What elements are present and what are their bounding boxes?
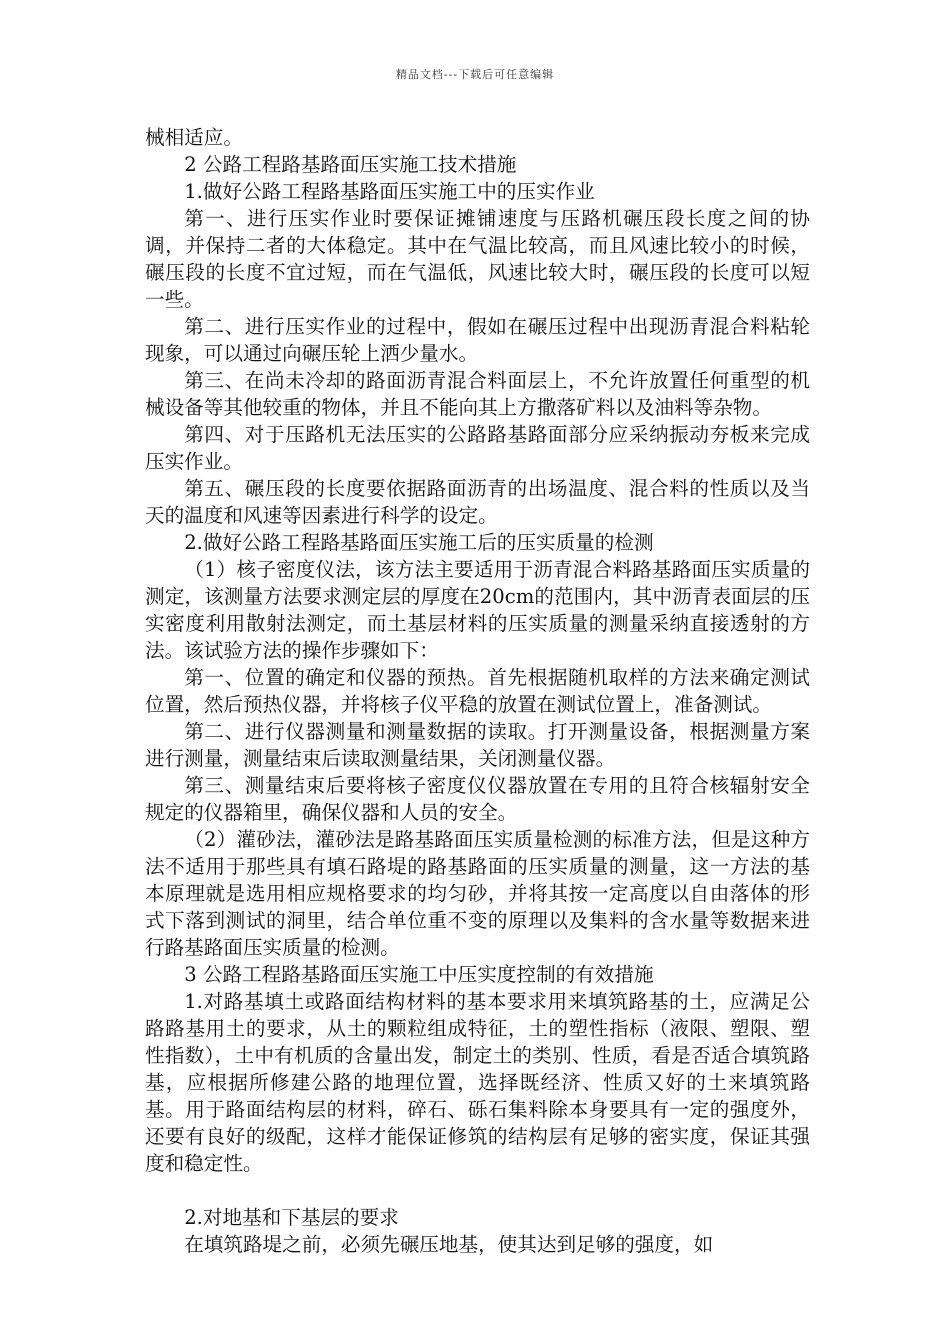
- paragraph: 1.对路基填土或路面结构材料的基本要求用来填筑路基的土，应满足公路路基用土的要求，从土的颗粒组成特征，土的塑性指标（液限、塑限、塑性指数），土中有机质的含量出发，制定土的类别、性质，看是否适合填筑路基，应根据所修建公路的地理位置，选择既经济、性质又好的土来填筑路基。用于路面结构层的材料，碎石、砾石集料除本身要具有一定的强度外，还要有良好的级配，这样才能保证修筑的结构层有足够的密实度，保证其强度和稳定性。: [145, 990, 810, 1175]
- paragraph: 第二、进行压实作业的过程中，假如在碾压过程中出现沥青混合料粘轮现象，可以通过向碾压轮上洒少量水。: [145, 315, 810, 365]
- paragraph: （2）灌砂法，灌砂法是路基路面压实质量检测的标准方法，但是这种方法不适用于那些具有填石路堤的路基路面的压实质量的测量，这一方法的基本原理就是选用相应规格要求的均匀砂，并将其按一定高度以自由落体的形式下落到测试的洞里，结合单位重不变的原理以及集料的含水量等数据来进行路基路面压实质量的检测。: [145, 828, 810, 959]
- document-body: [145, 124, 810, 1258]
- subsection-heading-3-2: 2.对地基和下基层的要求: [184, 1206, 399, 1229]
- paragraph: 第一、进行压实作业时要保证摊铺速度与压路机碾压段长度之间的协调，并保持二者的大体稳定。其中在气温比较高，而且风速比较小的时候，碾压段的长度不宜过短，而在气温低，风速比较大时，碾压段的长度可以短一些。: [145, 207, 810, 311]
- paragraph: 第三、在尚未冷却的路面沥青混合料面层上，不允许放置任何重型的机械设备等其他较重的物体，并且不能向其上方撒落矿料以及油料等杂物。: [145, 369, 810, 419]
- paragraph: 第二、进行仪器测量和测量数据的读取。打开测量设备，根据测量方案进行测量，测量结束后读取测量结果，关闭测量仪器。: [145, 720, 810, 770]
- section-heading-2: 2 公路工程路基路面压实施工技术措施: [184, 153, 517, 176]
- paragraph: 在填筑路堤之前，必须先碾压地基，使其达到足够的强度，如: [184, 1233, 714, 1256]
- paragraph-continuation: 械相适应。: [145, 126, 243, 149]
- section-heading-3: 3 公路工程路基路面压实施工中压实度控制的有效措施: [184, 963, 654, 986]
- subsection-heading-2-1: 1.做好公路工程路基路面压实施工中的压实作业: [184, 180, 595, 203]
- paragraph: 第三、测量结束后要将核子密度仪仪器放置在专用的且符合核辐射安全规定的仪器箱里，确保仪器和人员的安全。: [145, 774, 810, 824]
- page-header: 精品文档---下载后可任意编辑: [395, 68, 555, 81]
- paragraph: 第一、位置的确定和仪器的预热。首先根据随机取样的方法来确定测试位置，然后预热仪器，并将核子仪平稳的放置在测试位置上，准备测试。: [145, 666, 810, 716]
- subsection-heading-2-2: 2.做好公路工程路基路面压实施工后的压实质量的检测: [184, 531, 654, 554]
- paragraph: 第四、对于压路机无法压实的公路路基路面部分应采纳振动夯板来完成压实作业。: [145, 423, 810, 473]
- paragraph: （1）核子密度仪法，该方法主要适用于沥青混合料路基路面压实质量的测定，该测量方法要求测定层的厚度在20cm的范围内，其中沥青表面层的压实密度利用散射法测定，而土基层材料的压实质量的测量采纳直接透射的方法。该试验方法的操作步骤如下：: [145, 558, 810, 662]
- paragraph: 第五、碾压段的长度要依据路面沥青的出场温度、混合料的性质以及当天的温度和风速等因素进行科学的设定。: [145, 477, 810, 527]
